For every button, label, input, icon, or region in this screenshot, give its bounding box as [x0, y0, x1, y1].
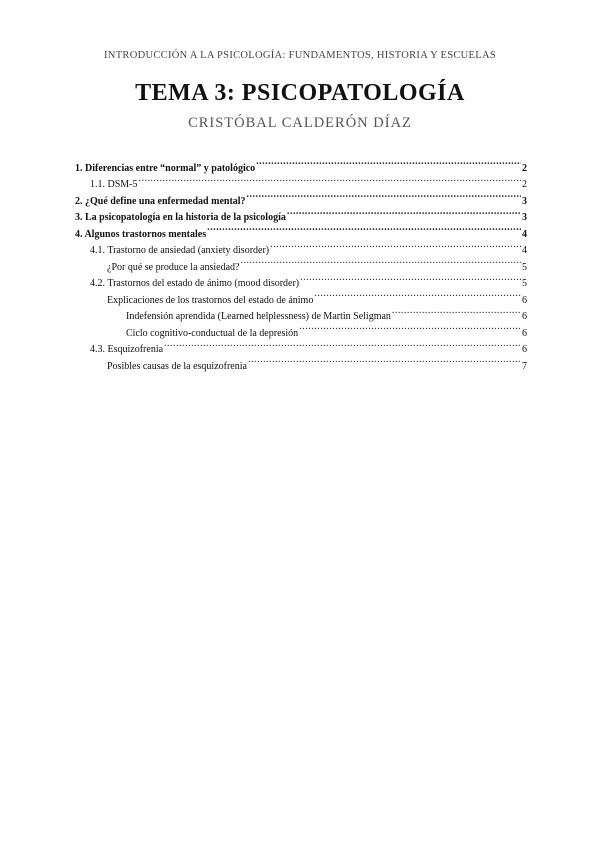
toc-entry-title: 4.3. Esquizofrenia: [90, 344, 164, 355]
document-title: TEMA 3: PSICOPATOLOGÍA: [135, 80, 465, 106]
toc-entry-page: 5: [522, 261, 527, 273]
toc-entry-title: 4.2. Trastornos del estado de ánimo (mood disorder): [90, 278, 300, 289]
toc-entry-page: 6: [522, 294, 527, 306]
toc-entry-title: Posibles causas de la esquizofrenia: [107, 360, 247, 372]
toc-entry-title: Explicaciones de los trastornos del estado de ánimo: [107, 294, 314, 306]
toc-leader-dots: [314, 286, 521, 303]
toc-leader-dots: [247, 187, 521, 204]
toc-leader-dots: [256, 154, 521, 171]
toc-entry-page: 3: [522, 195, 527, 207]
toc-leader-dots: [248, 352, 521, 369]
toc-entry-title: Indefensión aprendida (Learned helplessness) de Martin Seligman: [126, 311, 391, 322]
table-of-contents: [75, 154, 527, 372]
toc-entry-page: 7: [522, 360, 527, 372]
running-header: INTRODUCCIÓN A LA PSICOLOGÍA: FUNDAMENTOS, HISTORIA Y ESCUELAS: [104, 50, 496, 61]
toc-entry-page: 4: [522, 245, 527, 256]
toc-entry-page: 4: [522, 228, 527, 240]
toc-leader-dots: [164, 336, 521, 353]
toc-leader-dots: [300, 270, 521, 287]
toc-entry-title: Ciclo cognitivo-conductual de la depresión: [126, 327, 299, 339]
document-author: CRISTÓBAL CALDERÓN DÍAZ: [188, 115, 412, 131]
toc-entry-page: 6: [522, 311, 527, 322]
toc-entry-title: 4.1. Trastorno de ansiedad (anxiety disorder): [90, 245, 270, 256]
toc-entry[interactable]: [75, 154, 527, 174]
toc-entry-title: ¿Por qué se produce la ansiedad?: [107, 261, 240, 273]
toc-leader-dots: [207, 220, 521, 237]
toc-leader-dots: [139, 171, 521, 188]
toc-entry-title: 2. ¿Qué define una enfermedad mental?: [75, 195, 246, 207]
toc-leader-dots: [240, 253, 521, 270]
toc-entry-title: 3. La psicopatología en la historia de la psicología: [75, 212, 286, 223]
toc-leader-dots: [299, 319, 521, 336]
toc-entry-page: 3: [522, 212, 527, 223]
toc-leader-dots: [392, 303, 521, 320]
toc-entry-page: 5: [522, 278, 527, 289]
toc-entry-title: 1.1. DSM-5: [90, 179, 138, 190]
toc-entry-page: 6: [522, 344, 527, 355]
toc-entry[interactable]: [75, 187, 527, 207]
toc-leader-dots: [287, 204, 521, 221]
toc-entry-page: 2: [522, 162, 527, 174]
toc-entry[interactable]: [75, 171, 527, 188]
toc-entry-title: 4. Algunos trastornos mentales: [75, 228, 207, 240]
toc-entry-title: 1. Diferencias entre “normal” y patológico: [75, 162, 256, 174]
toc-entry-page: 6: [522, 327, 527, 339]
toc-leader-dots: [270, 237, 521, 254]
toc-entry-page: 2: [522, 179, 527, 190]
